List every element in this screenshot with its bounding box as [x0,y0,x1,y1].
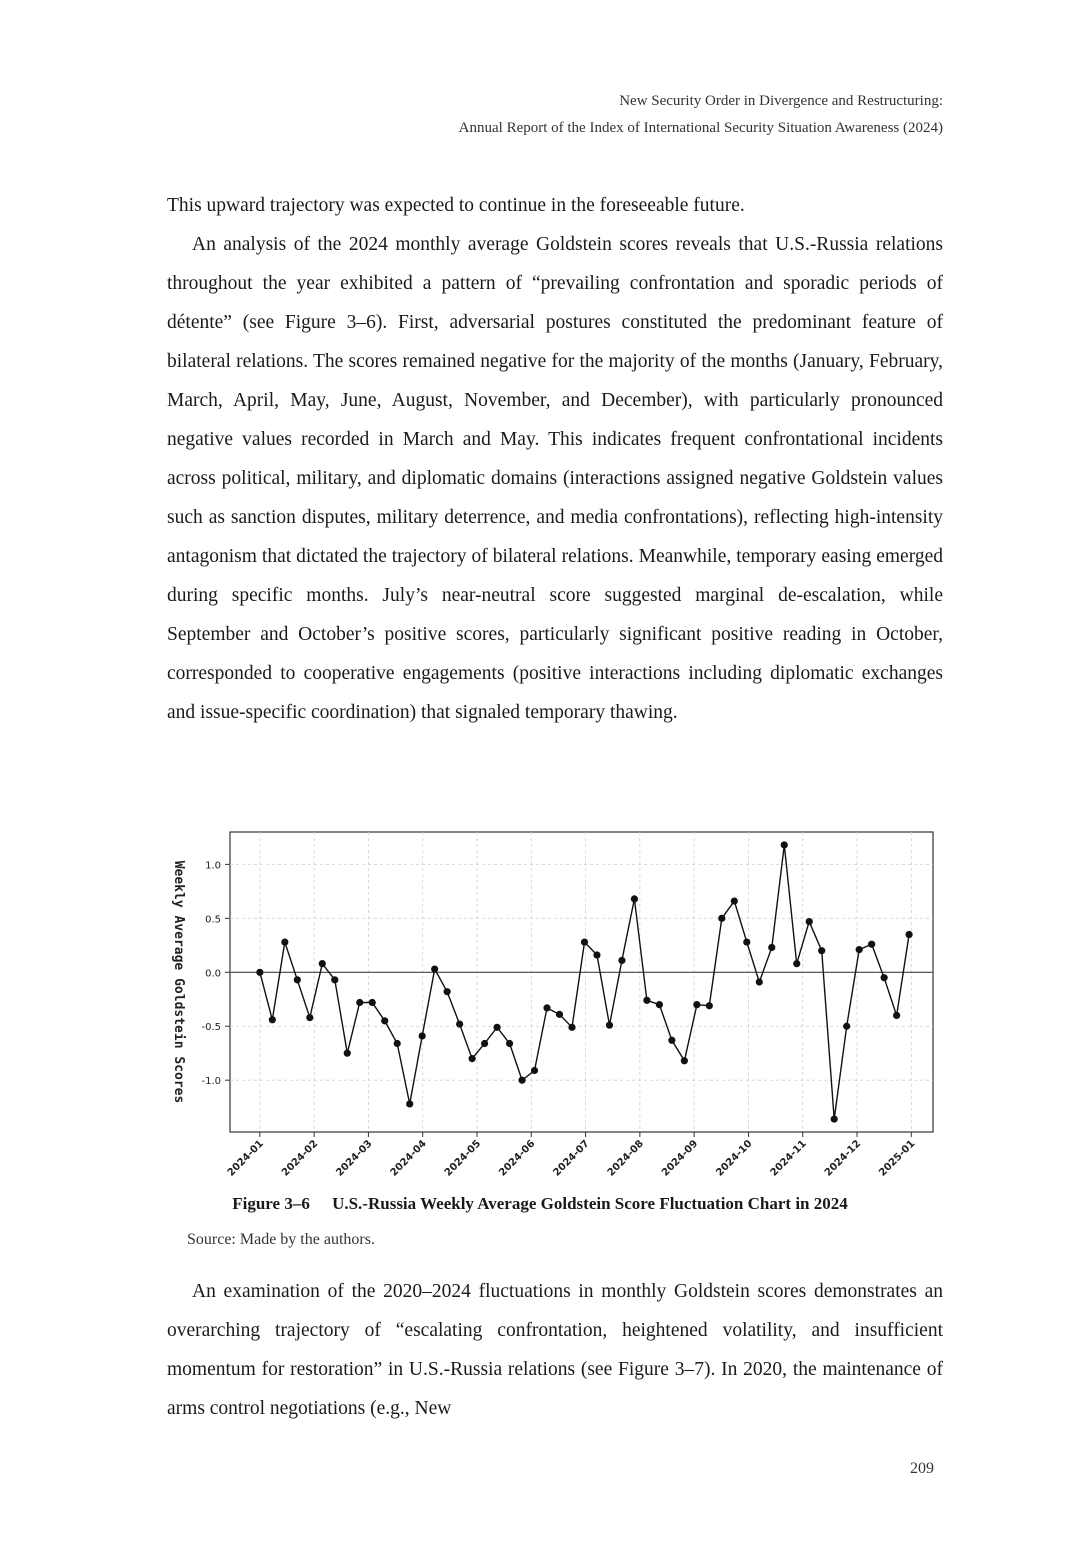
x-tick-label: 2024-11 [768,1138,809,1179]
y-tick-label: -1.0 [201,1076,221,1088]
x-tick-label: 2024-05 [442,1138,484,1179]
data-point [706,1002,713,1009]
x-tick-label: 2024-04 [388,1138,429,1179]
data-point [481,1040,488,1047]
data-point [394,1040,401,1047]
data-point [356,999,363,1006]
data-point [606,1022,613,1029]
data-point [581,938,588,945]
data-point [281,938,288,945]
y-axis-label: Weekly Average Goldstein Scores [171,860,186,1104]
figure-number: Figure 3–6 [232,1194,310,1213]
running-header [459,88,943,142]
data-point [768,944,775,951]
x-tick-label: 2024-01 [225,1138,266,1179]
data-point [893,1012,900,1019]
figure-caption [0,1194,1080,1214]
x-tick-label: 2024-03 [334,1138,375,1179]
x-tick-label: 2025-01 [877,1138,918,1179]
data-point [593,951,600,958]
header-line-2: Annual Report of the Index of International Security Situation Awareness (2024) [458,120,943,136]
y-tick-label: 1.0 [205,860,221,872]
data-point [693,1001,700,1008]
data-point [643,997,650,1004]
data-point [781,841,788,848]
data-point [256,969,263,976]
x-tick-label: 2024-07 [551,1138,592,1179]
paragraph-2: An analysis of the 2024 monthly average Goldstein scores reveals that U.S.-Russia relations throughout the year exhibited a pattern of “prevailing confrontation and sporadic periods of détente” (see Figure 3–6). First, adversarial postures constituted the predominant feature of bilateral relations. The scores remained negative for the majority of the months (January, February, March, April, May, June, August, November, and December), with particularly pronounced negative values recorded in March and May. This indicates frequent confrontational incidents across political, military, and diplomatic domains (interactions assigned negative Goldstein values such as sanction disputes, military deterrence, and media confrontations), reflecting high-intensity antagonism that dictated the trajectory of bilateral relations. Meanwhile, temporary easing emerged during specific months. July’s near-neutral score suggested marginal de-escalation, while September and October’s positive scores, particularly significant positive reading in October, corresponded to cooperative engagements (positive interactions including diplomatic exchanges and issue-specific coordination) that signaled temporary thawing. [167,234,943,723]
data-point [568,1024,575,1031]
data-point [831,1115,838,1122]
goldstein-chart [160,820,950,1195]
data-point [718,915,725,922]
data-point [818,947,825,954]
x-tick-label: 2024-08 [605,1138,646,1179]
figure-source: Source: Made by the authors. [187,1231,375,1248]
data-point [319,960,326,967]
data-point [668,1037,675,1044]
data-point [431,965,438,972]
data-point [331,976,338,983]
header-line-1: New Security Order in Divergence and Restructuring: [619,93,943,109]
data-point [381,1017,388,1024]
paragraph-1: This upward trajectory was expected to continue in the foreseeable future. [167,195,745,216]
data-point [518,1077,525,1084]
data-point [469,1055,476,1062]
y-tick-label: 0.5 [205,914,221,926]
data-point [843,1023,850,1030]
page-number: 209 [910,1460,934,1477]
chart-svg [160,820,950,1195]
data-point [493,1024,500,1031]
data-point [731,897,738,904]
y-tick-label: -0.5 [201,1022,221,1034]
x-tick-label: 2024-06 [497,1138,538,1179]
data-point [543,1004,550,1011]
x-tick-label: 2024-09 [660,1138,701,1179]
data-point [881,974,888,981]
data-point [856,946,863,953]
data-point [793,960,800,967]
data-point [906,931,913,938]
body-text-upper [167,186,943,732]
data-point [269,1016,276,1023]
data-point [294,976,301,983]
data-point [456,1020,463,1027]
data-point [556,1011,563,1018]
data-point [344,1050,351,1057]
data-point [743,938,750,945]
data-point [444,988,451,995]
x-tick-label: 2024-10 [714,1138,755,1179]
data-point [306,1014,313,1021]
data-point [531,1067,538,1074]
data-point [419,1032,426,1039]
data-point [369,999,376,1006]
data-point [406,1100,413,1107]
y-tick-label: 0.0 [205,968,221,980]
body-text-lower [167,1272,943,1428]
x-tick-label: 2024-12 [822,1138,864,1179]
data-point [681,1057,688,1064]
data-point [618,957,625,964]
paragraph-3: An examination of the 2020–2024 fluctuations in monthly Goldstein scores demonstrates an overarching trajectory of “escalating confrontation, heightened volatility, and insufficient momentum for restoration” in U.S.-Russia relations (see Figure 3–7). In 2020, the maintenance of arms control negotiations (e.g., New [167,1281,943,1419]
x-tick-label: 2024-02 [280,1138,321,1179]
data-point [656,1001,663,1008]
data-point [868,941,875,948]
data-point [506,1040,513,1047]
data-point [756,978,763,985]
data-point [806,918,813,925]
figure-title: U.S.-Russia Weekly Average Goldstein Score Fluctuation Chart in 2024 [332,1194,848,1213]
data-point [631,895,638,902]
